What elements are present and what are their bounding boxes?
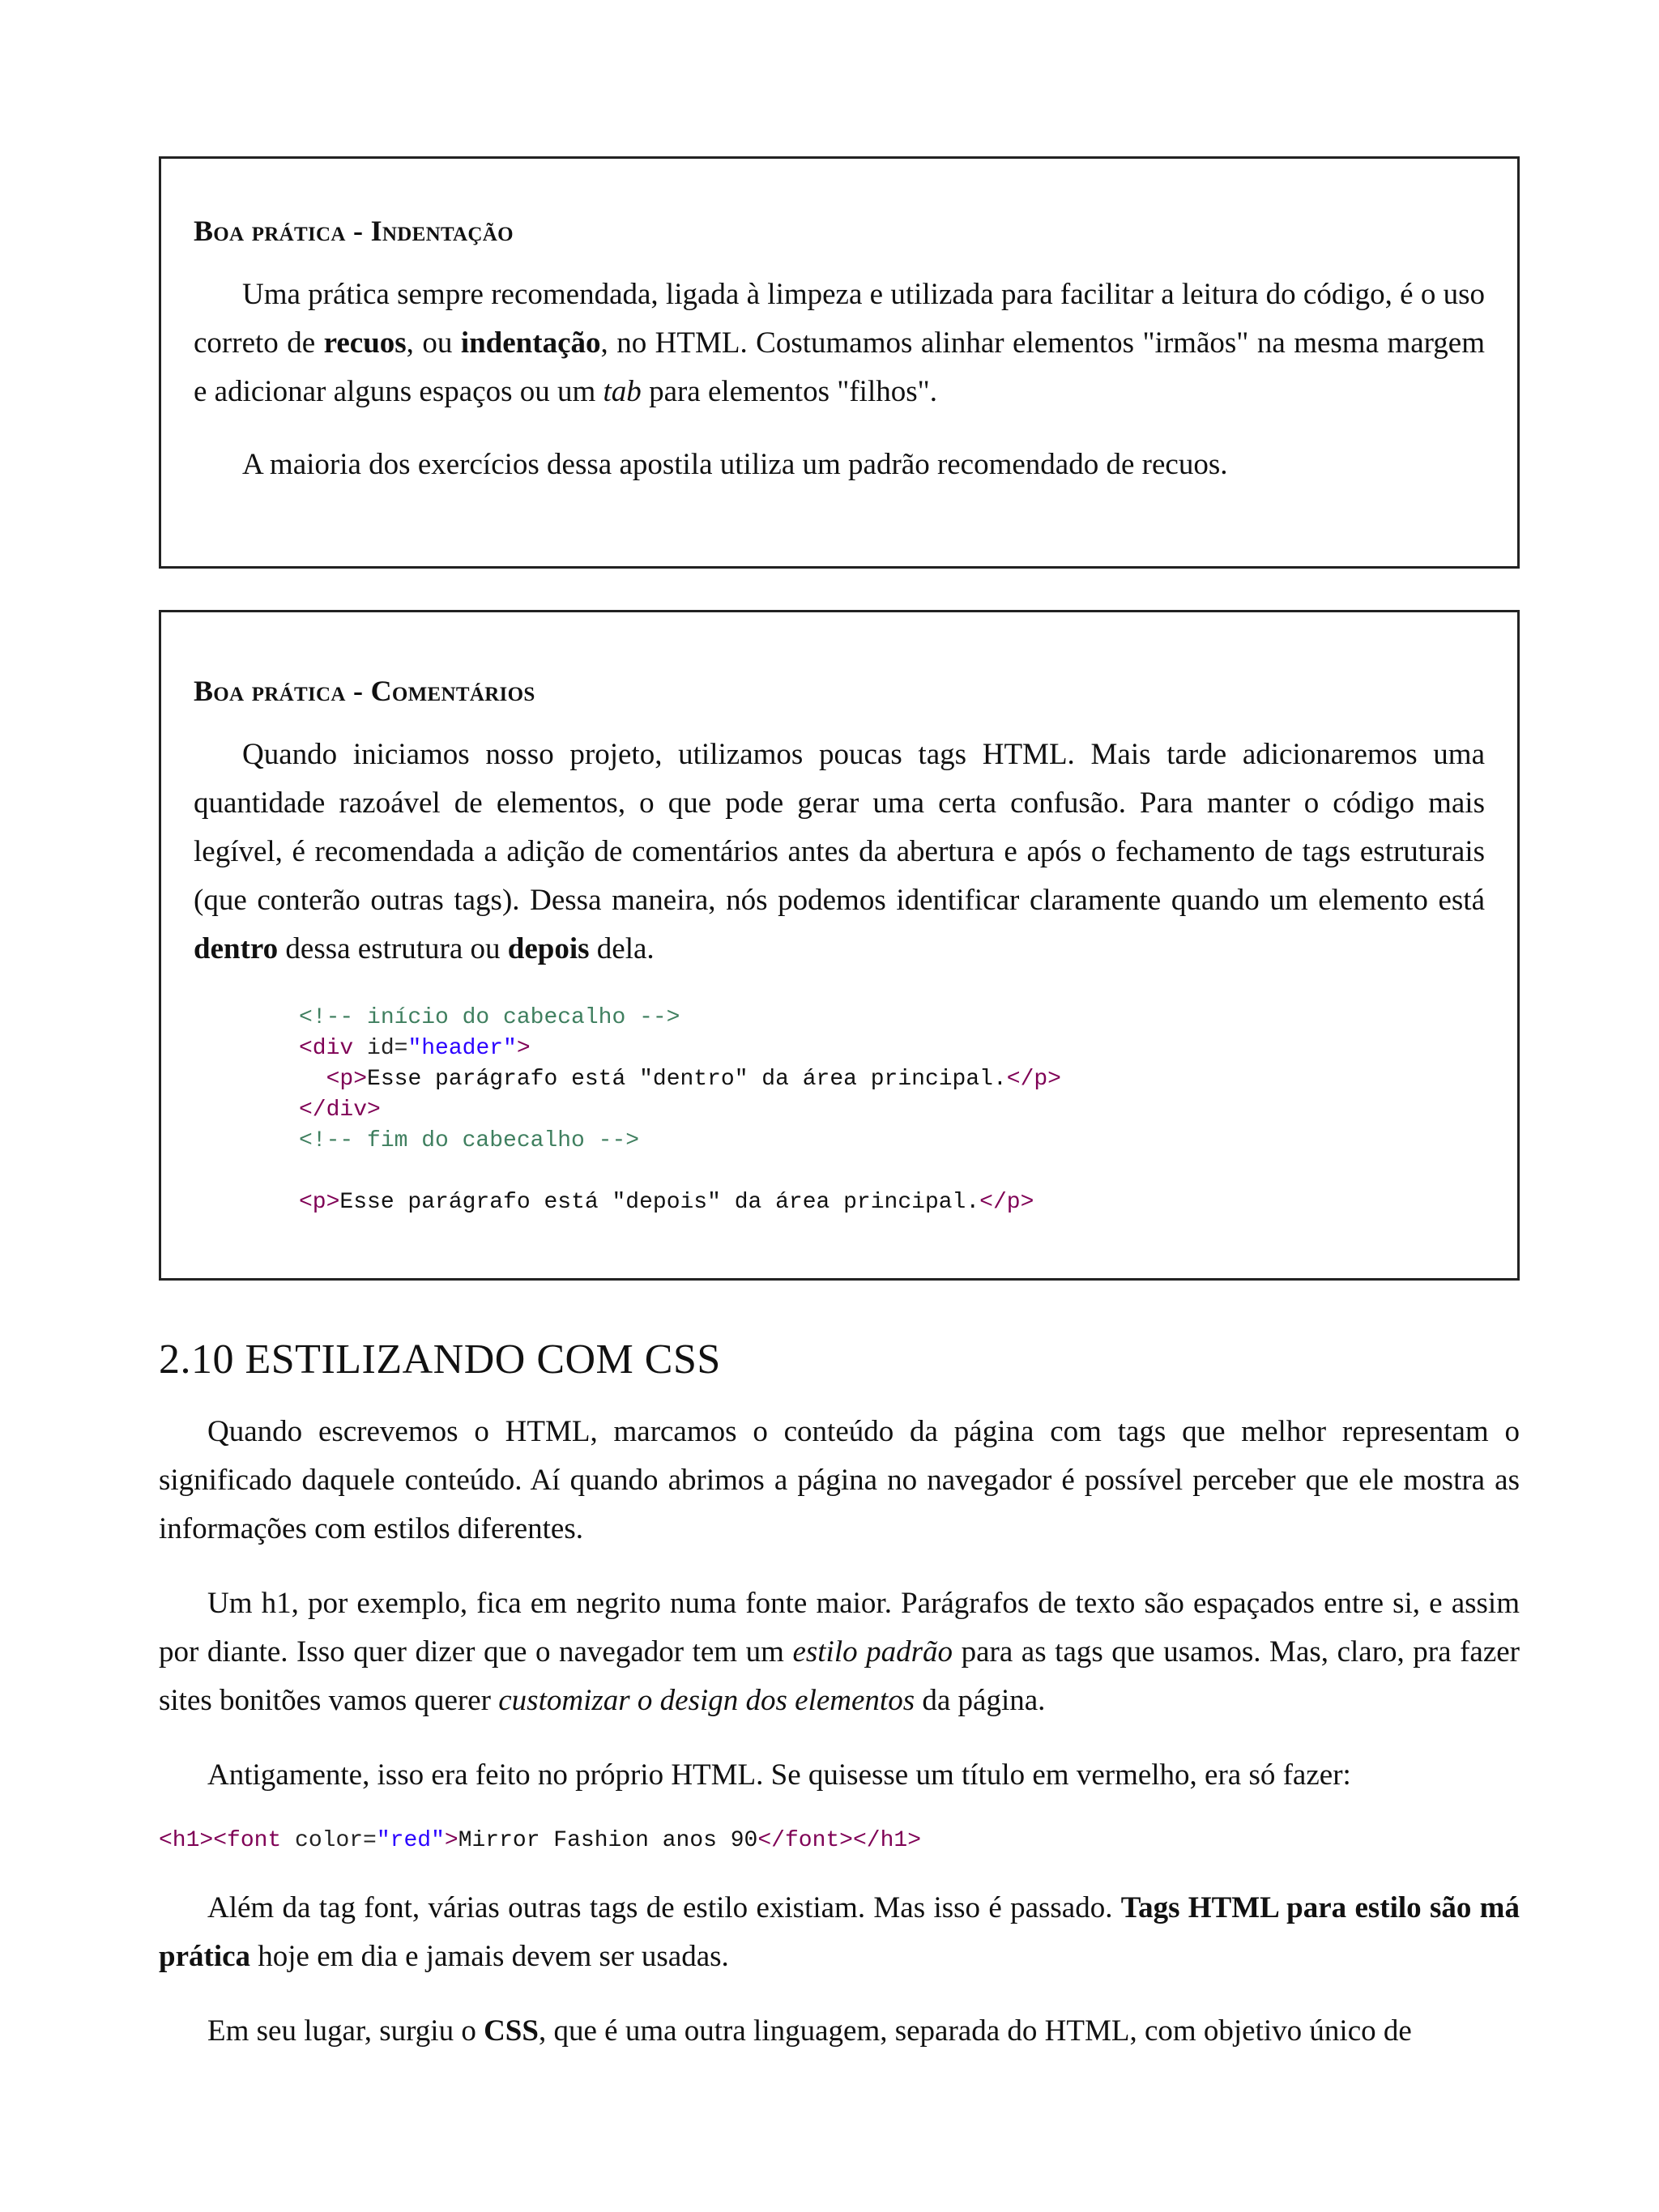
bold-term: dentro <box>194 932 279 965</box>
tip-paragraph: A maioria dos exercícios dessa apostila utiliza um padrão recomendado de recuos. <box>242 448 1228 481</box>
tip-box-comments <box>159 610 1520 1281</box>
code-text: Esse parágrafo está "depois" da área principal. <box>339 1190 980 1215</box>
italic-term: estilo padrão <box>792 1635 953 1669</box>
tip-title: Boa prática - Indentação <box>194 215 514 247</box>
body-paragraph <box>159 2007 1520 2056</box>
text-run: dessa estrutura ou <box>278 932 508 965</box>
code-tag: </h1> <box>852 1828 921 1853</box>
code-attr: color= <box>281 1828 377 1853</box>
bold-term: CSS <box>484 2014 539 2048</box>
code-comment: <!-- início do cabecalho --> <box>299 1005 680 1030</box>
text-run: Um h1, por exemplo, fica em negrito numa fonte maior. Parágrafos de texto são espaçados entre si, e assim por diante. Isso quer dizer que o navegador tem um <box>159 1587 1520 1669</box>
code-tag: </div> <box>299 1097 381 1123</box>
body-paragraph <box>159 1884 1520 1981</box>
text-run: Quando iniciamos nosso projeto, utilizamos poucas tags HTML. Mais tarde adicionaremos uma quantidade razoável de elementos, o que pode gerar uma certa confusão. Para manter o código mais legível, é recomendada a adição de comentários antes da abertura e após o fechamento de tags estruturais (que conterão outras tags). Dessa maneira, nós podemos identificar claramente quando um elemento está <box>194 738 1485 917</box>
code-tag: <div <box>299 1036 354 1061</box>
code-attr: id= <box>353 1036 408 1061</box>
code-tag: </font> <box>757 1828 853 1853</box>
text-run: hoje em dia e jamais devem ser usadas. <box>250 1940 729 1973</box>
text-run: , ou <box>406 326 461 360</box>
text-run: Além da tag font, várias outras tags de estilo existiam. Mas isso é passado. <box>207 1891 1121 1924</box>
body-paragraph: Quando escrevemos o HTML, marcamos o conteúdo da página com tags que melhor representam o significado daquele conteúdo. Aí quando abrimos a página no navegador é possível perceber que ele mostra as informações com estilos diferentes. <box>159 1415 1520 1545</box>
text-run: da página. <box>915 1684 1046 1717</box>
bold-term: indentação <box>460 326 601 360</box>
text-run: Uma prática sempre recomendada, ligada à limpeza e utilizada para facilitar a leitura do código, é o uso correto de <box>194 278 1485 360</box>
text-run: para elementos "filhos". <box>641 375 937 408</box>
code-string: "header" <box>407 1036 517 1061</box>
code-text: Mirror Fashion anos 90 <box>458 1828 758 1853</box>
code-snippet <box>159 1826 1520 1856</box>
code-tag: > <box>444 1828 458 1853</box>
document-page <box>159 0 1520 2082</box>
text-run: , que é uma outra linguagem, separada do HTML, com objetivo único de <box>538 2014 1412 2048</box>
code-tag: </p> <box>1006 1067 1061 1092</box>
code-string: "red" <box>376 1828 445 1853</box>
body-paragraph: Antigamente, isso era feito no próprio HTML. Se quisesse um título em vermelho, era só fazer: <box>207 1758 1351 1792</box>
code-tag: > <box>516 1036 531 1061</box>
text-run: para as tags que usamos. Mas, claro, pra fazer sites bonitões vamos querer <box>159 1635 1520 1717</box>
body-paragraph <box>159 1579 1520 1725</box>
text-run: Em seu lugar, surgiu o <box>207 2014 484 2048</box>
code-indent <box>299 1067 326 1092</box>
section-heading: 2.10 ESTILIZANDO COM CSS <box>159 1336 721 1383</box>
code-comment: <!-- fim do cabecalho --> <box>299 1128 640 1153</box>
italic-term: customizar o design dos elementos <box>498 1684 915 1717</box>
code-tag: <h1> <box>159 1828 214 1853</box>
code-block <box>299 1003 1485 1218</box>
code-tag: <font <box>213 1828 282 1853</box>
section-content <box>159 1336 1520 2056</box>
text-run: , no HTML. Costumamos alinhar elementos "irmãos" na mesma margem e adicionar alguns espaços ou um <box>194 326 1486 408</box>
bold-term: depois <box>507 932 590 965</box>
code-tag: </p> <box>979 1190 1034 1215</box>
bold-term: recuos <box>323 326 407 360</box>
bold-term: Tags HTML para estilo são má prática <box>159 1891 1520 1973</box>
code-text: Esse parágrafo está "dentro" da área principal. <box>367 1067 1007 1092</box>
italic-term: tab <box>603 375 642 408</box>
text-run: dela. <box>589 932 655 965</box>
tip-title: Boa prática - Comentários <box>194 675 535 707</box>
code-tag: <p> <box>299 1190 340 1215</box>
tip-paragraph <box>194 731 1485 974</box>
tip-box-indentation <box>159 156 1520 569</box>
tip-paragraph <box>194 271 1485 416</box>
code-tag: <p> <box>326 1067 368 1092</box>
